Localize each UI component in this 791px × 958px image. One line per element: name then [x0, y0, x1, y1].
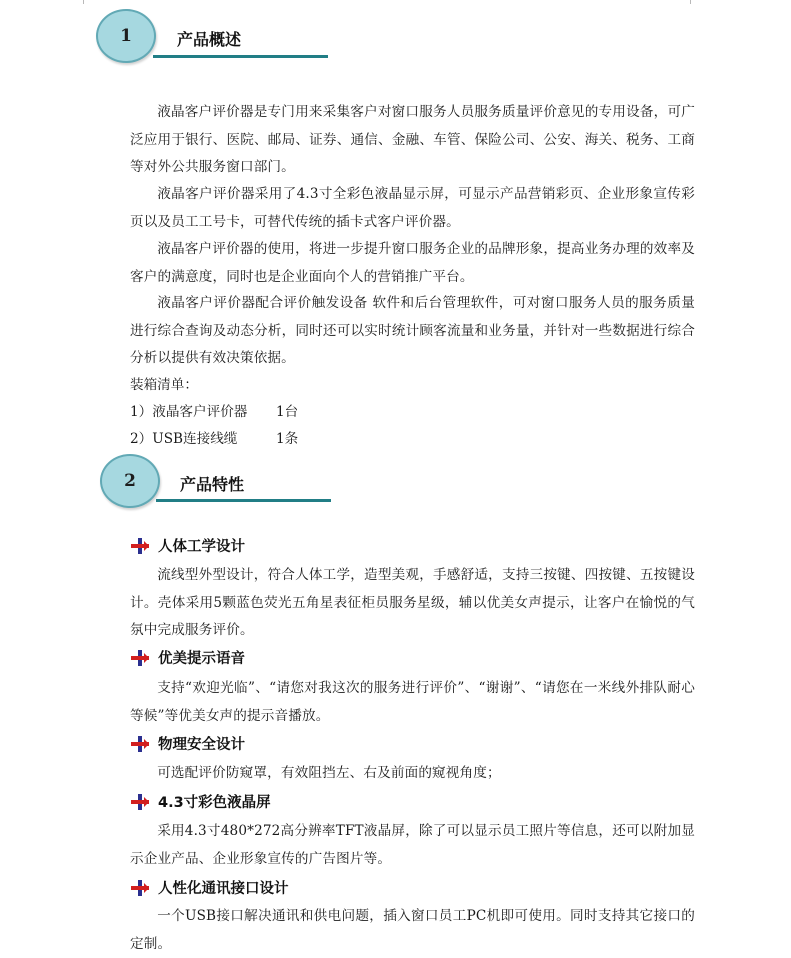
packing-list-item	[130, 426, 298, 454]
feature-description: 采用4.3寸480*272高分辨率TFT液晶屏，除了可以显示员工照片等信息，还可以附加显示企业产品、企业形象宣传的广告图片等。	[130, 823, 695, 867]
section-underline	[156, 499, 331, 502]
diamond-arrow-bullet-icon	[131, 736, 149, 752]
diamond-arrow-bullet-icon	[131, 880, 149, 896]
feature-heading	[131, 791, 271, 812]
packing-item-qty: 1条	[276, 431, 299, 447]
overview-paragraph: 液晶客户评价器采用了4.3寸全彩色液晶显示屏，可显示产品营销彩页、企业形象宣传彩页以及员工工号卡，可替代传统的插卡式客户评价器。	[130, 186, 695, 230]
section-title: 产品特性	[180, 475, 245, 494]
page-corner-mark-left	[63, 0, 84, 4]
feature-heading	[131, 535, 245, 556]
packing-list-label: 装箱清单：	[130, 377, 198, 393]
packing-list-item	[130, 399, 298, 427]
packing-item-qty: 1台	[276, 404, 299, 420]
feature-title: 物理安全设计	[158, 737, 245, 753]
overview-paragraph: 液晶客户评价器配合评价触发设备 软件和后台管理软件，可对窗口服务人员的服务质量进行综合查询及动态分析，同时还可以实时统计顾客流量和业务量，并针对一些数据进行综合分析以提供有效决策依据。	[130, 295, 695, 366]
packing-item-name: 1）液晶客户评价器	[130, 404, 248, 420]
feature-description: 流线型外型设计，符合人体工学，造型美观，手感舒适，支持三按键、四按键、五按键设计。壳体采用5颗蓝色荧光五角星表征柜员服务星级，辅以优美女声提示，让客户在愉悦的气氛中完成服务评价。	[130, 567, 695, 638]
feature-heading	[131, 733, 245, 754]
feature-heading	[131, 877, 289, 898]
feature-title: 优美提示语音	[158, 651, 245, 667]
packing-item-name: 2）USB连接线缆	[130, 431, 238, 447]
diamond-arrow-bullet-icon	[131, 650, 149, 666]
overview-paragraph: 液晶客户评价器的使用，将进一步提升窗口服务企业的品牌形象，提高业务办理的效率及客户的满意度，同时也是企业面向个人的营销推广平台。	[130, 241, 695, 285]
page-corner-mark-right	[690, 0, 711, 4]
section-number-badge: 1	[96, 9, 156, 63]
feature-description: 一个USB接口解决通讯和供电问题，插入窗口员工PC机即可使用。同时支持其它接口的定制。	[130, 908, 695, 952]
section-title: 产品概述	[177, 30, 242, 49]
feature-title: 4.3寸彩色液晶屏	[158, 795, 271, 811]
diamond-arrow-bullet-icon	[131, 794, 149, 810]
overview-paragraph: 液晶客户评价器是专门用来采集客户对窗口服务人员服务质量评价意见的专用设备，可广泛应用于银行、医院、邮局、证券、通信、金融、车管、保险公司、公安、海关、税务、工商等对外公共服务窗口部门。	[130, 104, 695, 175]
section-number-badge: 2	[100, 454, 160, 508]
feature-title: 人体工学设计	[158, 539, 245, 555]
feature-title: 人性化通讯接口设计	[158, 881, 289, 897]
feature-description: 可选配评价防窥罩，有效阻挡左、右及前面的窥视角度；	[157, 765, 501, 781]
diamond-arrow-bullet-icon	[131, 538, 149, 554]
feature-heading	[131, 647, 245, 668]
feature-description: 支持“欢迎光临”、“请您对我这次的服务进行评价”、“谢谢”、“请您在一米线外排队耐心等候”等优美女声的提示音播放。	[130, 680, 695, 724]
section-underline	[153, 55, 328, 58]
